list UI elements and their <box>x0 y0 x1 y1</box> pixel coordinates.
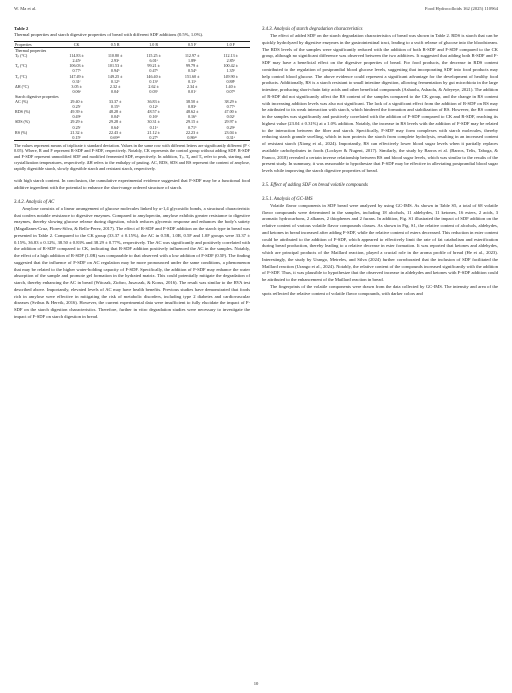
table-cell: 30.31 ± <box>147 119 160 125</box>
row-label: AC (%) <box>15 99 28 105</box>
paragraph: with high starch content. In conclusion, the cumulative experimental evidence suggested that F-SDF may be a functional food additive ingredient with the potential to enhance the short-range ordered structure of starch. <box>14 178 250 191</box>
table-cell: 0.69ᵃᵇ <box>96 135 135 141</box>
table-cell: 112.97 ± <box>184 53 200 59</box>
table-cell: 49.39 ± <box>70 109 83 115</box>
table-cell: 0.16ᵇ <box>187 114 197 120</box>
table-cell: 99.79 ± <box>185 63 199 69</box>
table-cell: 0.64ᶜ <box>111 124 120 130</box>
table-cell: 48.28 ± <box>108 109 122 115</box>
table-cell: 147.49 ± <box>69 73 84 79</box>
section-label: Thermal properties <box>15 48 47 54</box>
table-cell: 0.77ᵃ <box>72 68 81 74</box>
row-label: Tₚ (°C) <box>15 53 28 59</box>
col-header: Properties <box>14 42 57 48</box>
table-cell: 48.62 ± <box>185 109 199 115</box>
table-cell: 0.16ᵇ <box>149 114 158 120</box>
subsection-heading: 3.5.1. Analysis of GC-IMS <box>262 196 313 202</box>
table-cell: 2.93ᵃ <box>110 58 120 64</box>
table-cell: 0.49ᵃ <box>72 114 81 120</box>
table-cell: 0.13ᵈ <box>149 78 158 84</box>
table-cell: 23.04 ± <box>224 129 237 135</box>
col-header: 0.5 F <box>173 42 212 48</box>
table-cell: 0.71ᵇ <box>187 124 197 130</box>
table-cell: 29.29 ± <box>70 119 83 125</box>
table-cell: 21.32 ± <box>70 129 83 135</box>
paragraph: Amylose consists of a linear arrangement of glucose molecules linked by α-1,4 glycosidic bonds, a structural characteristic that confers notable resistance to digestive enzymes. Compared to amylopectin, amylose exhibits greater resistance to digestive enzymes, thereby slowing glucose release during digestion, which reduces glycemic response and enhances the body's satiety (Magallanes-Cruz, Flores-Silva, & Bello-Perez, 2017). The effect of R-SDF and F-SDF addition on the starch type in bread was presented in Table 2. Compared to the CK group (33.37 ± 0.15%), the AC in 0.5R, 1.0R, 0.5F and 1.0F groups were 33.37 ± 0.15%, 36.83 ± 0.12%, 38.50 ± 0.83% and 38.29 ± 0.77%, respectively. The AC was significantly and positively correlated with the addition of R-SDF compared to CK, indicating that R-SDF addition positively influenced the AC in the samples. Notably, the effect of a high addition of R-SDF (1.0R) was comparable to that observed with a low addition of F-SDF (0.5F). The finding suggested that the influence of F-SDF on AC regulation may be more pronounced under the same conditions, a phenomenon that may be related to the higher water-holding capacity of F-SDF. Specifically, the addition of F-SDF may enhance the water absorption of the sample and promote gel formation in the hydrated matrix. This could potentially mitigate the degradation of starch, thereby enhancing the AC in bread (Witczak, Ziobro, Juszczak, & Korus, 2016). The result was similar to the RVA test described above. Importantly, elevated levels of AC may have health benefits. Previous studies have demonstrated that foods rich in amylose were effective in mitigating the risk of metabolic disorders, including type 2 diabetes and cardiovascular diseases (Svihus & Hervik, 2016). However, the current experimental data were insufficient to fully elucidate the impact of F-SDF on the starch digestion characteristics. Therefore, further in vitro degradation studies were necessary to investigate the impact of F-SDF on starch digestion in bread. <box>14 205 250 319</box>
table-cell: 1.40 ± <box>225 83 236 89</box>
table-cell: 0.25ᶜ <box>72 104 81 110</box>
col-header: CK <box>57 42 96 48</box>
table-cell: 29.40 ± <box>70 99 83 105</box>
table-cell: 115.25 ± <box>146 53 161 59</box>
table-body <box>14 48 250 141</box>
table-cell: 0.01ᶜ <box>188 88 197 94</box>
col-header: 1.0 R <box>134 42 173 48</box>
table-cell: 112.13 ± <box>223 53 238 59</box>
table-cell: 100.42 ± <box>223 63 238 69</box>
paragraph: The effect of added SDF on the starch degradation characteristics of bread was shown in Table 2. RDS is starch that can be quickly hydrolyzed by digestive enzymes in the gastrointestinal tract, leading to a swift release of glucose into the bloodstream. The RDS levels of the samples were significantly reduced with the addition of both R-SDF and F-SDF compared to the CK group, although no significant difference was observed between the two additives. It suggested that adding both R-SDF and F-SDF may have a beneficial effect on the digestive properties of bread. For food products, the decrease in RDS content contributed to the regulation of postprandial blood glucose levels, suggesting that incorporating SDF into food products may help control blood glucose. The above evidence could represent a significant advantage for the development of healthy food products. Additionally, RS is a starch resistant to small intestine digestion, allowing fermentation by gut microbiota in the large intestine, producing short-chain fatty acids and other beneficial compounds (Ashaolu, Ashaolu, & Adeyeye, 2021). The addition of R-SDF did not significantly affect the RS content of the samples compared to the CK group, and the change in RS content with increasing addition levels was also not significant. The lack of a significant effect from the addition of R-SDF on RS may be attributed to its weak interaction with starch, which hindered the formation and stabilization of RS. However, the RS content in the samples was significantly and positively correlated with the addition of F-SDF compared to CK and R-SDF, reaching its highest value (23.04 ± 0.31%) at a 1.0% addition. Notably, the increase in RS levels with the addition of F-SDF may be related to the interaction between the fiber and starch. Specifically, F-SDF may form complexes with starch molecules, thereby reducing starch granule swelling, which in turn protects the starch from complete hydrolysis, resulting in an increased content of resistant starch (Xiong et al., 2024). Importantly, RS can effectively lower blood sugar levels when it partially replaces available carbohydrates in foods (Lockyer & Nugent, 2017). Similarly, the study by Barros et al. (Barros, Telis, Taboga, & Franco, 2018) revealed a certain inverse relationship between RS and blood sugar levels, which was similar to the results of the present study. In summary, it was reasonable to hypothesize that F-SDF may be effective in alleviating postprandial blood sugar levels while improving the starch digestive properties of bread. <box>262 33 498 173</box>
table-cell: 21.12 ± <box>147 129 160 135</box>
table-cell: 0.25ᶜ <box>72 124 81 130</box>
page-number: 10 <box>253 681 259 686</box>
left-column <box>14 26 250 321</box>
table-cell: 0.11ᵃ <box>149 124 158 130</box>
table-cell: 33.37 ± <box>108 99 122 105</box>
table-cell: 0.31ᵃ <box>211 135 250 141</box>
table-title: Table 2 <box>14 26 29 31</box>
table-cell: 0.88ᵇ <box>226 78 235 84</box>
table-cell: 0.03ᵇ <box>149 88 158 94</box>
table-cell: 0.04ᵇ <box>110 114 120 120</box>
table-caption: Thermal properties and starch digestive properties of bread with different SDF additions (0.5%, 1.0%). <box>14 32 204 37</box>
table-row <box>14 135 250 141</box>
row-label: Tₓ (°C) <box>15 73 27 79</box>
section-heading: 3.5. Effect of adding SDF on bread volatile compounds <box>262 182 368 188</box>
table-cell: 2.45ᵃ <box>72 58 81 64</box>
properties-table <box>14 41 250 141</box>
paragraph: The fingerprints of the volatile components were drawn from the data collected by GC-IMS. The intensity and area of the spots reflected the relative content of volatile flavor compounds, with darker colors and <box>262 283 498 296</box>
table-cell: 149.25 ± <box>107 73 123 79</box>
header-journal: Food Hydrocolloids 162 (2025) 110964 <box>424 6 498 11</box>
table-cell: 0.04ᶜ <box>111 88 120 94</box>
table-cell: 99.21 ± <box>147 63 160 69</box>
row-label: RS (%) <box>15 129 28 135</box>
table-cell: 29.28 ± <box>108 119 122 125</box>
table-cell: 3.05 ± <box>71 83 82 89</box>
table-cell: 29.15 ± <box>185 119 199 125</box>
table-cell: 36.83 ± <box>147 99 160 105</box>
table-cell: 38.50 ± <box>185 99 199 105</box>
table-cell: 151.60 ± <box>184 73 200 79</box>
table-cell: 0.31ᶜ <box>72 78 81 84</box>
table-cell: 0.86ᵃᵇ <box>173 135 212 141</box>
table-cell: 29.97 ± <box>224 119 237 125</box>
table-cell: 22.23 ± <box>185 129 199 135</box>
table-cell: 0.47ᵇ <box>149 68 158 74</box>
table-cell: 101.53 ± <box>107 63 123 69</box>
section-label: Starch digestive properties <box>15 93 59 99</box>
table-cell: 47.00 ± <box>224 109 237 115</box>
table-cell: 149.90 ± <box>223 73 238 79</box>
table-cell: 2.34 ± <box>186 83 198 89</box>
table-cell: 2.85ᵃ <box>226 58 235 64</box>
header-authors: W. Ma et al. <box>14 6 37 11</box>
table-cell: 6.01ᵃ <box>149 58 158 64</box>
table-cell: 22.43 ± <box>108 129 122 135</box>
table-cell: 48.57 ± <box>147 109 160 115</box>
table-cell: 0.02ᶜ <box>226 114 235 120</box>
col-header: 0.5 R <box>96 42 135 48</box>
row-label: T₀ (°C) <box>15 63 28 69</box>
table-cell: 0.77ᵃ <box>226 104 235 110</box>
section-heading: 3.4.3. Analysis of starch degradation characteristics <box>262 27 363 32</box>
table-cell: 106.03 ± <box>69 63 84 69</box>
row-label: SDS (%) <box>15 119 30 125</box>
table-cell: 0.15ᵇ <box>110 104 120 110</box>
table-cell: 38.29 ± <box>224 99 237 105</box>
table-cell: 0.15ᵇ <box>57 135 96 141</box>
table-notes: The values represent means of triplicate ± standard deviation. Values in the same row with different letters are significantly different (P < 0.05). Where, R and F represent R-SDF and F-SDF, respectively. Notably, CK represents the control group without adding SDF. R-SDF and F-SDF represent unmodified SDF and modified fermented SDF, respectively. In addition, Tₚ, T₀ and Tₓ refer to peak, starting, and crystallization temperatures, respectively. ΔH refers to the enthalpy of pasting. AC, RDS, SDS and RS represent the content of amylose, rapidly digestible starch, slowly digestible starch and resistant starch, respectively. <box>14 142 250 171</box>
table-cell: 0.12ᵃ <box>149 104 158 110</box>
paragraph: Volatile flavor components in SDF bread were analyzed by using GC-IMS. As shown in Table S5, a total of 68 volatile flavor compounds were determined in the samples, including 18 alcohols, 11 aldehydes, 11 ketones, 16 esters, 2 acids, 3 aromatic hydrocarbons, 2 alkanes, 2 thiophenes and 2 furans. In addition, Fig. S1 illustrated the impact of SDF addition on the relative content of various volatile flavor compounds classes. As shown in Fig. S1, the relative content of alcohols, aldehydes, and ketones in bread increased after adding F-SDF, while the relative content of esters decreased. This reduction in ester content could be attributed to the addition of F-SDF, which appeared to effectively limit the rate of fat catabolism and esterification during bread production, thereby leading to a relative decrease in ester formation. It was reported that ketones and aldehydes, which are principal products of the Maillard reaction, played a crucial role in the aroma profile of bread (He et al., 2023). Interestingly, the study by Urango, Meireles, and Silva (2024) further corroborated that the inclusion of SDF facilitated the Maillard reaction (Urango et al., 2024). Notably, the relative content of the compounds increased significantly with the addition of F-SDF. Thus, it was plausible to hypothesize that the observed increase in aldehydes and ketones with F-SDF addition could be attributed to the enhancement of the Maillard reaction in bread. <box>262 202 498 282</box>
table-cell: 2.62 ± <box>148 83 159 89</box>
table-cell: 0.27ᵇ <box>134 135 173 141</box>
table-cell: 0.07ᵈ <box>226 88 235 94</box>
row-label: RDS (%) <box>15 109 31 115</box>
table-cell: 0.54ᵇ <box>187 68 197 74</box>
col-header: 1.0 F <box>211 42 250 48</box>
table-cell: 0.83ᵃ <box>188 104 197 110</box>
section-heading: 3.4.2. Analysis of AC <box>14 199 55 205</box>
table-cell: 110.80 ± <box>107 53 123 59</box>
table-cell: 0.12ᵇ <box>110 78 120 84</box>
table-cell: 0.94ᵇ <box>110 68 120 74</box>
table-cell: 1.35ᵇ <box>226 68 235 74</box>
running-header <box>14 6 498 15</box>
right-column <box>262 26 498 297</box>
row-label: ΔH (°C) <box>15 83 29 89</box>
table-cell: 2.32 ± <box>109 83 121 89</box>
table-cell: 146.40 ± <box>146 73 161 79</box>
table-cell: 0.11ᵃ <box>188 78 197 84</box>
table-cell: 0.06ᵃ <box>72 88 81 94</box>
table-cell: 114.83 ± <box>69 53 84 59</box>
table-cell: 0.29ᵃ <box>226 124 235 130</box>
table-cell: 1.89ᵃ <box>188 58 197 64</box>
